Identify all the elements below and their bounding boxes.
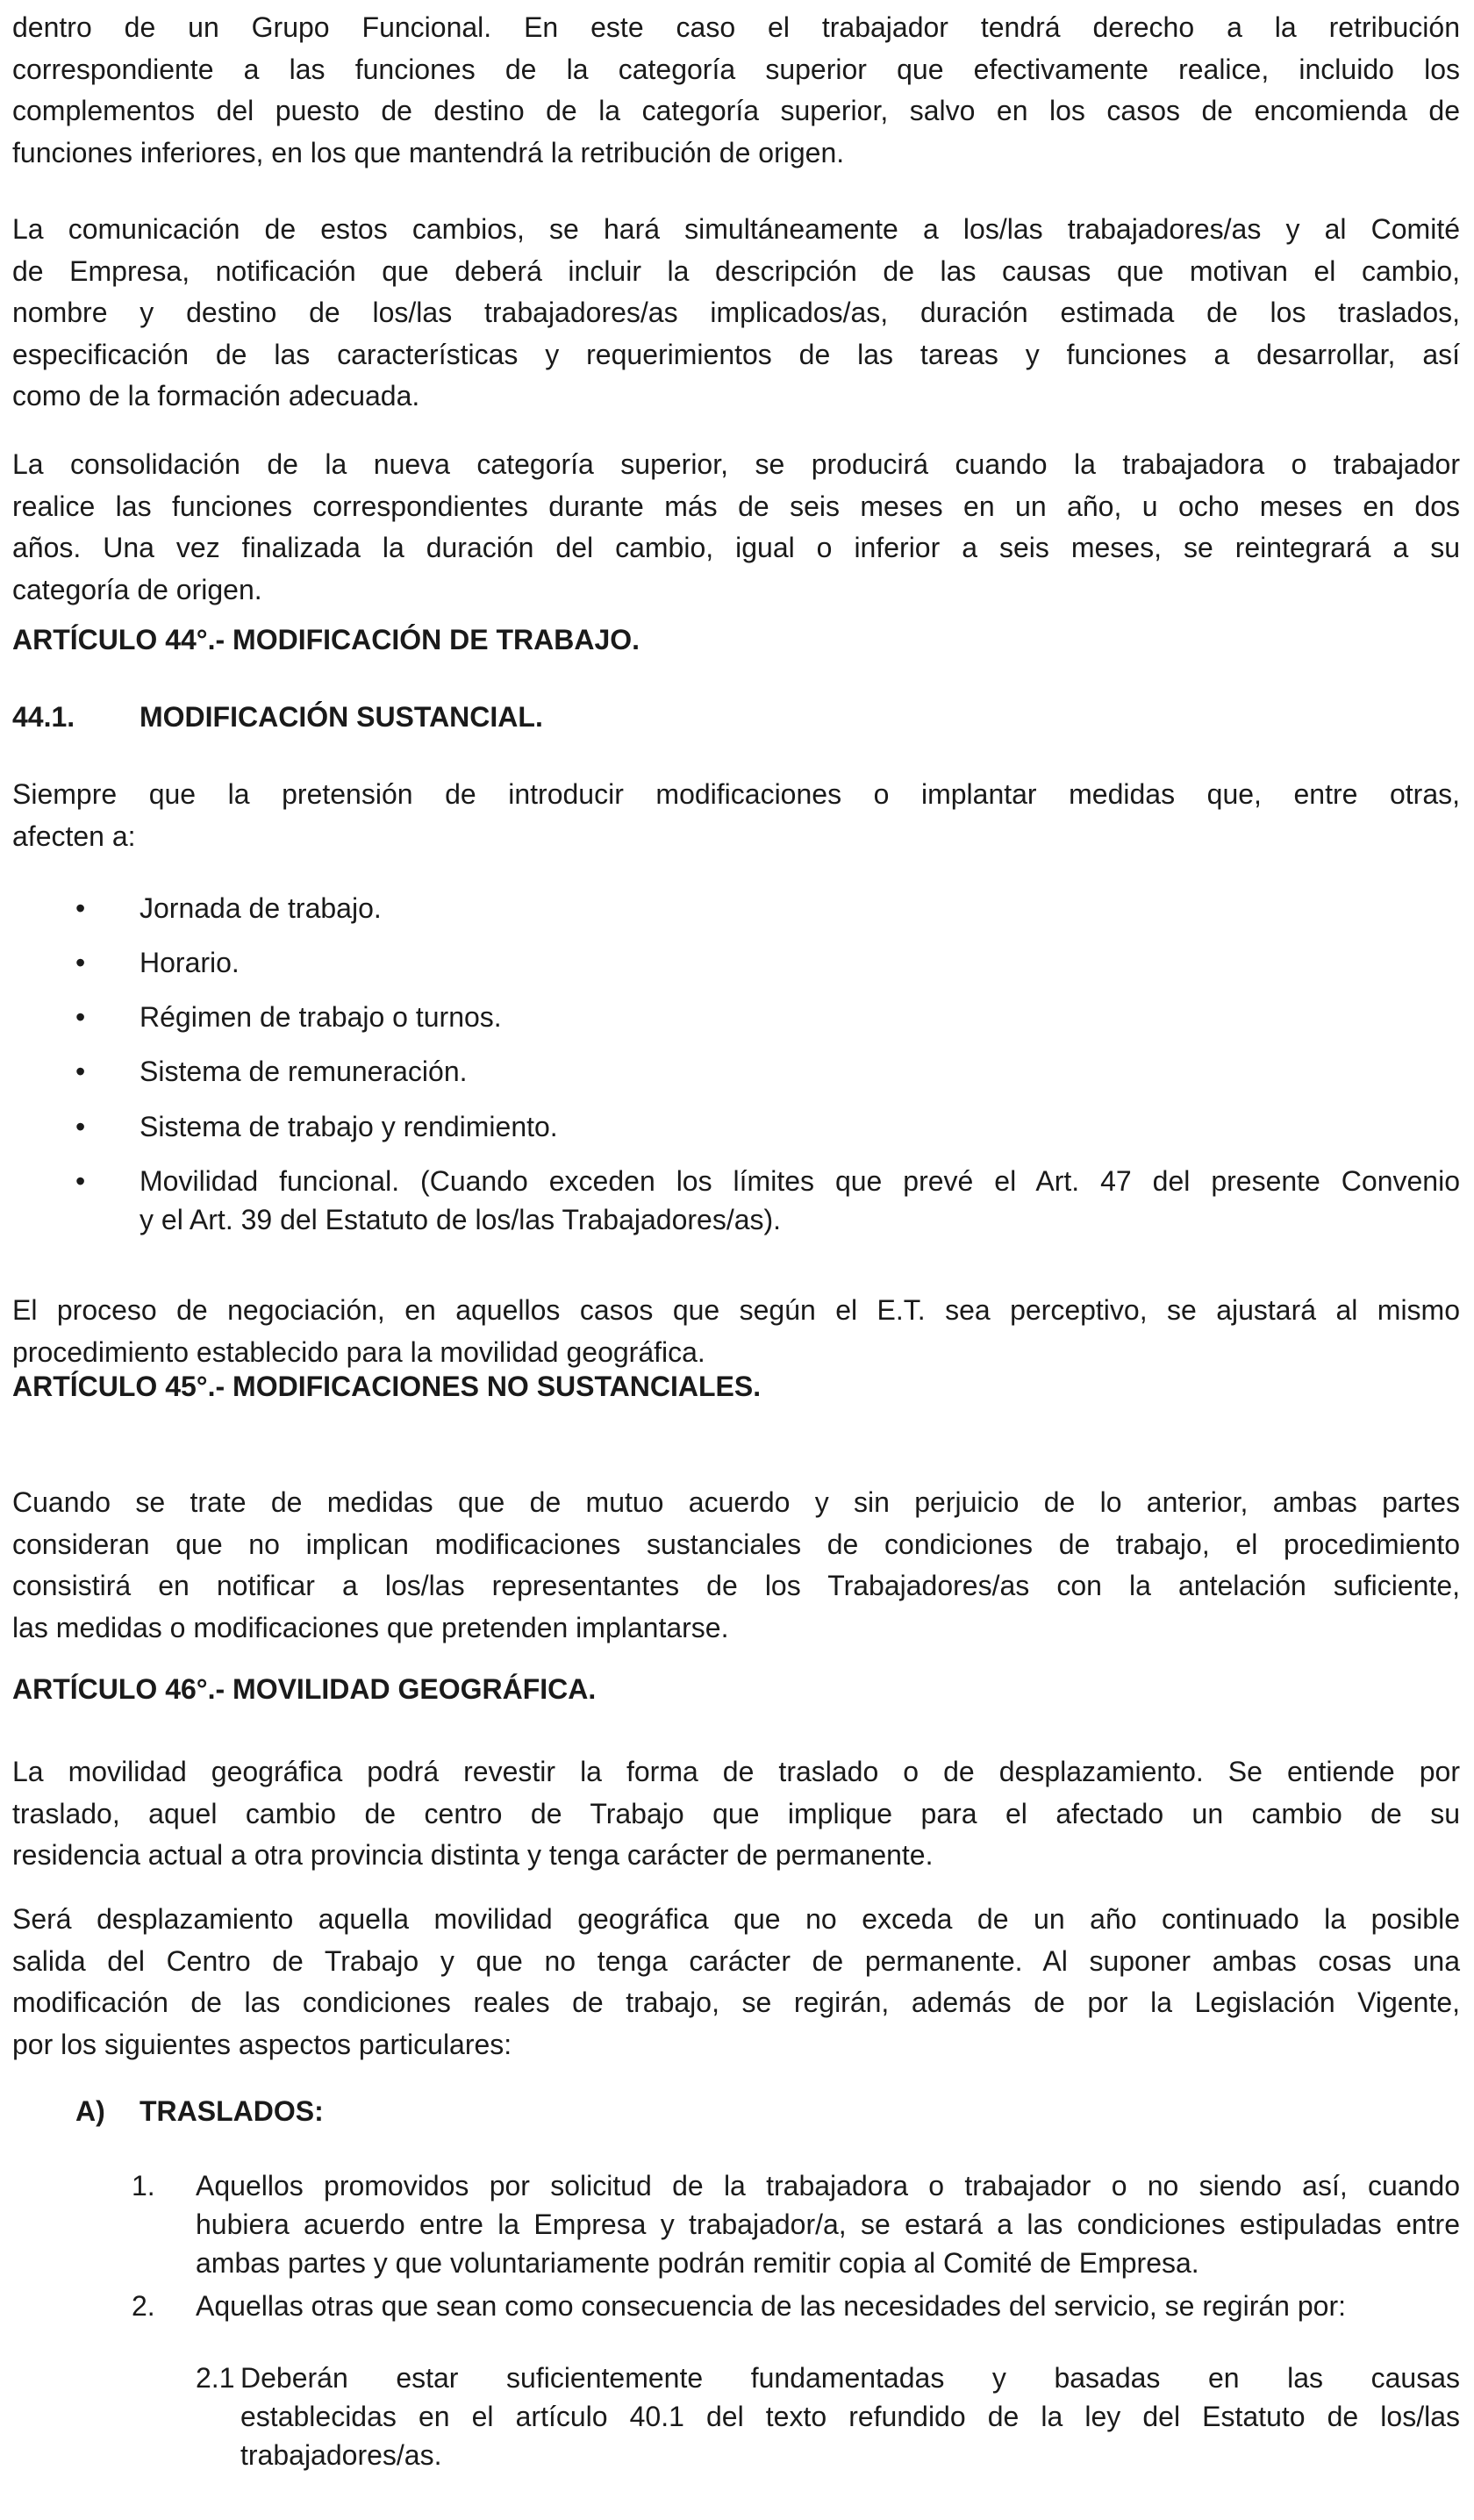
text-line: consistirá en notificar a los/las representantes de los Trabajadores/as con la antelación suficiente,	[12, 1570, 1460, 1601]
bullet-icon: •	[75, 1056, 86, 1087]
item-number: 2.1	[196, 2362, 235, 2394]
text-line: las medidas o modificaciones que pretenden implantarse.	[12, 1611, 729, 1643]
bullet-item	[75, 943, 1460, 982]
bullet-text	[140, 1107, 1460, 1146]
bullet-text	[140, 1052, 1460, 1091]
bullet-icon: •	[75, 1001, 86, 1033]
paragraph-7	[12, 1751, 1460, 1877]
paragraph-5	[12, 1290, 1460, 1373]
text-line: consideran que no implican modificaciones sustanciales de condiciones de trabajo, el procedimiento	[12, 1528, 1460, 1560]
text-line: Aquellos promovidos por solicitud de la trabajadora o trabajador o no siendo así, cuando	[196, 2170, 1460, 2201]
text-line: años. Una vez finalizada la duración del cambio, igual o inferior a seis meses, se reintegrará a su	[12, 532, 1460, 563]
text-line: Será desplazamiento aquella movilidad geográfica que no exceda de un año continuado la posible	[12, 1903, 1460, 1935]
text-line: afecten a:	[12, 820, 136, 852]
paragraph-2	[12, 209, 1460, 418]
text-line: establecidas en el artículo 40.1 del texto refundido de la ley del Estatuto de los/las	[240, 2401, 1460, 2432]
text-line: por los siguientes aspectos particulares:	[12, 2028, 512, 2060]
bullet-text	[140, 943, 1460, 982]
text-line: correspondiente a las funciones de la categoría superior que efectivamente realice, incluido los	[12, 53, 1460, 85]
paragraph-6	[12, 1482, 1460, 1649]
text-line: ambas partes y que voluntariamente podrán remitir copia al Comité de Empresa.	[196, 2247, 1199, 2279]
bullet-item	[75, 889, 1460, 927]
list-item-2-1	[196, 2359, 1460, 2474]
text-line: de Empresa, notificación que deberá incluir la descripción de las causas que motivan el cambio,	[12, 254, 1460, 287]
text-line: trabajadores/as.	[240, 2439, 442, 2471]
text-line: Jornada de trabajo.	[140, 892, 382, 924]
text-line: Aquellas otras que sean como consecuencia de las necesidades del servicio, se regirán por:	[196, 2290, 1346, 2322]
bullet-icon: •	[75, 892, 86, 924]
bullet-text	[140, 889, 1460, 927]
paragraph-3	[12, 444, 1460, 611]
text-line: Horario.	[140, 947, 240, 978]
text-line: salida del Centro de Trabajo y que no tenga carácter de permanente. Al suponer ambas cosas una	[12, 1944, 1460, 1977]
item-text	[240, 2359, 1460, 2474]
heading-section-a	[75, 2091, 1460, 2133]
item-text	[196, 2166, 1460, 2282]
list-item-2	[132, 2287, 1460, 2325]
text-line: procedimiento establecido para la movilidad geográfica.	[12, 1335, 705, 1368]
text-line: funciones inferiores, en los que mantendrá la retribución de origen.	[12, 136, 845, 168]
section-title: TRASLADOS:	[140, 2095, 324, 2127]
text-line: Régimen de trabajo o turnos.	[140, 1001, 502, 1033]
paragraph-4	[12, 774, 1460, 857]
item-number: 1.	[132, 2170, 155, 2201]
text-line: La movilidad geográfica podrá revestir la forma de traslado o de desplazamiento. Se entiende por	[12, 1756, 1460, 1787]
bullet-item	[75, 1107, 1460, 1146]
text-line: complementos del puesto de destino de la categoría superior, salvo en los casos de encomienda de	[12, 95, 1460, 126]
bullet-item	[75, 998, 1460, 1036]
heading-article-46: ARTÍCULO 46°.- MOVILIDAD GEOGRÁFICA.	[12, 1673, 597, 1705]
text-line: Cuando se trate de medidas que de mutuo acuerdo y sin perjuicio de lo anterior, ambas partes	[12, 1486, 1460, 1518]
text-line: El proceso de negociación, en aquellos casos que según el E.T. sea perceptivo, se ajustará al mismo	[12, 1294, 1460, 1326]
text-line: Sistema de trabajo y rendimiento.	[140, 1111, 558, 1142]
bullet-icon: •	[75, 947, 86, 978]
paragraph-1	[12, 7, 1460, 174]
text-line: Sistema de remuneración.	[140, 1056, 468, 1087]
bullet-text	[140, 1162, 1460, 1239]
text-line: La comunicación de estos cambios, se hará simultáneamente a los/las trabajadores/as y al Comité	[12, 213, 1460, 245]
text-line: como de la formación adecuada.	[12, 380, 420, 412]
bullet-text	[140, 998, 1460, 1036]
item-text	[196, 2287, 1460, 2325]
text-line: y el Art. 39 del Estatuto de los/las Trabajadores/as).	[140, 1204, 782, 1235]
text-line: Deberán estar suficientemente fundamentadas y basadas en las causas	[240, 2362, 1460, 2394]
list-item-1	[132, 2166, 1460, 2282]
item-number: 2.	[132, 2290, 155, 2322]
text-line: Movilidad funcional. (Cuando exceden los límites que prevé el Art. 47 del presente Convenio	[140, 1165, 1460, 1197]
text-line: especificación de las características y requerimientos de las tareas y funciones a desarrollar, así	[12, 338, 1460, 370]
text-line: modificación de las condiciones reales de trabajo, se regirán, además de por la Legislación Vigente,	[12, 1987, 1460, 2018]
section-title: MODIFICACIÓN SUSTANCIAL.	[140, 701, 543, 733]
text-line: hubiera acuerdo entre la Empresa y trabajador/a, se estará a las condiciones estipuladas entre	[196, 2209, 1460, 2240]
bullet-icon: •	[75, 1111, 86, 1142]
section-number: 44.1.	[12, 701, 75, 733]
bullet-icon: •	[75, 1165, 86, 1197]
section-letter: A)	[75, 2095, 105, 2127]
heading-section-44-1	[12, 697, 1460, 739]
text-line: traslado, aquel cambio de centro de Trabajo que implique para el afectado un cambio de su	[12, 1797, 1460, 1829]
text-line: dentro de un Grupo Funcional. En este caso el trabajador tendrá derecho a la retribución	[12, 11, 1460, 43]
text-line: La consolidación de la nueva categoría superior, se producirá cuando la trabajadora o trabajador	[12, 448, 1460, 480]
text-line: realice las funciones correspondientes durante más de seis meses en un año, u ocho meses en dos	[12, 490, 1460, 522]
heading-article-44: ARTÍCULO 44°.- MODIFICACIÓN DE TRABAJO.	[12, 624, 640, 655]
bullet-item	[75, 1162, 1460, 1239]
text-line: residencia actual a otra provincia distinta y tenga carácter de permanente.	[12, 1839, 934, 1871]
bullet-item	[75, 1052, 1460, 1091]
text-line: categoría de origen.	[12, 573, 262, 605]
heading-article-45: ARTÍCULO 45°.- MODIFICACIONES NO SUSTANCIALES.	[12, 1371, 762, 1402]
paragraph-8	[12, 1899, 1460, 2065]
text-line: nombre y destino de los/las trabajadores/as implicados/as, duración estimada de los traslados,	[12, 297, 1460, 328]
text-line: Siempre que la pretensión de introducir modificaciones o implantar medidas que, entre otras,	[12, 778, 1460, 810]
